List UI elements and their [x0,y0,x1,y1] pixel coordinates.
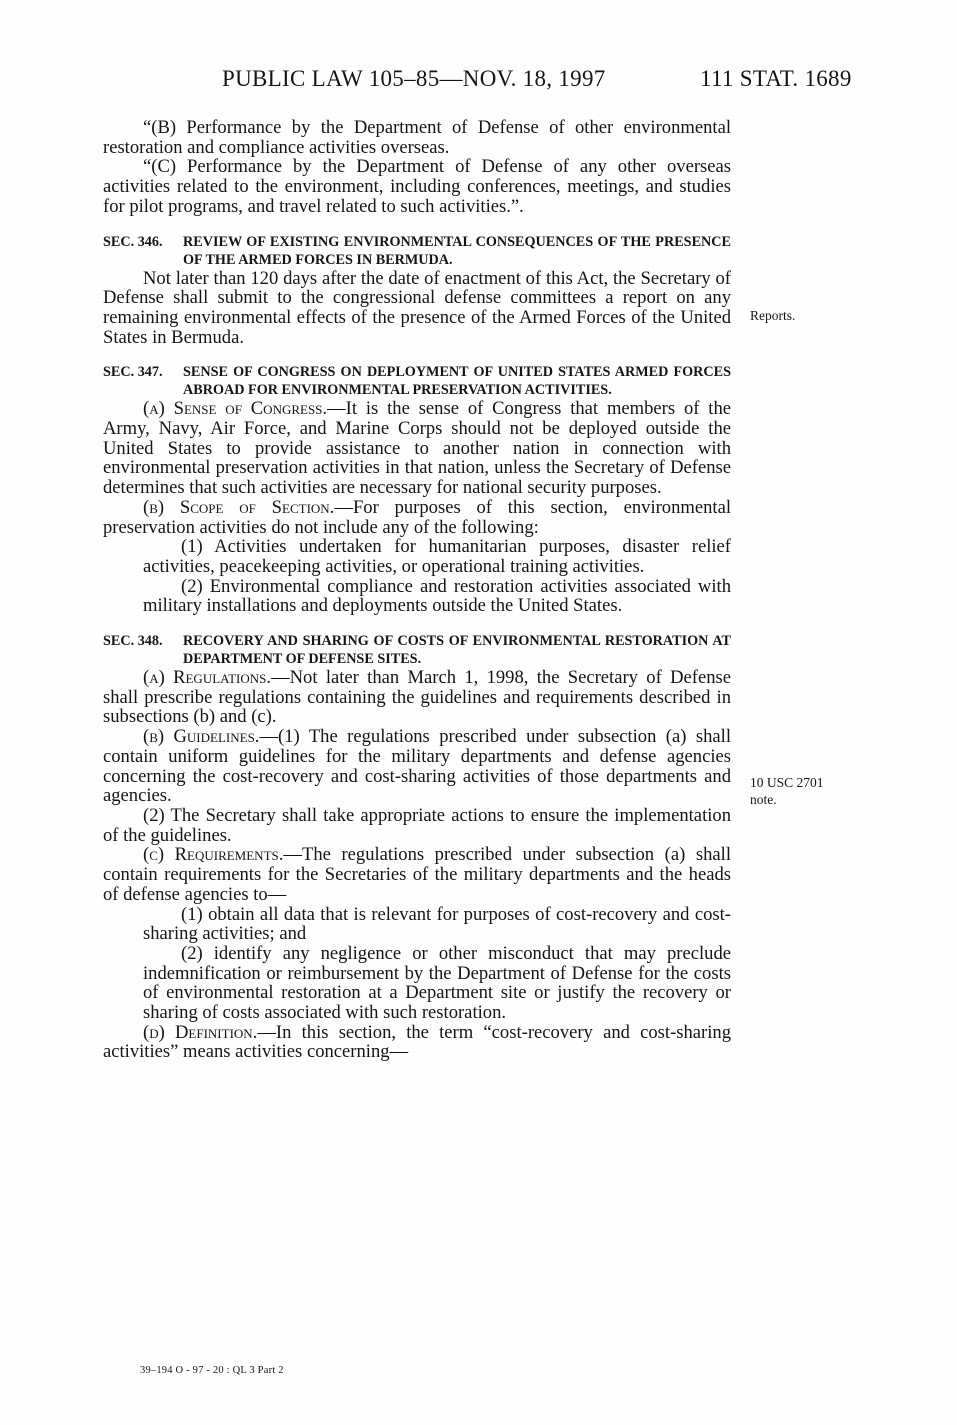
subsection-text: —For purposes of this section, environmental preservation activities do not include any of the following: [103,496,731,538]
section-number: SEC. 348. [103,633,163,650]
paragraph-348-c2: (2) identify any negligence or other misconduct that may preclude indemnification or reimbursement by the Department of Defense for the costs of environmental restoration at a Department site or justify the recovery or sharing of costs associated with such restoration. [143,942,731,1024]
paragraph-348-c1: (1) obtain all data that is relevant for purposes of cost-recovery and cost-sharing activities; and [143,903,731,945]
subsection-347-a [103,399,731,498]
section-number: SEC. 347. [103,364,163,381]
subsection-348-c [103,845,731,904]
subsection-label: (b) Guidelines. [143,726,260,748]
subsection-label: (b) Scope of Section. [143,496,335,518]
section-347-heading [103,363,731,399]
usc-citation-note: note. [750,792,777,807]
subsection-text: —Not later than March 1, 1998, the Secretary of Defense shall prescribe regulations containing the guidelines and requirements described in subsections (b) and (c). [103,667,731,728]
section-number: SEC. 346. [103,233,163,250]
subsection-348-b [103,727,731,806]
section-title: RECOVERY AND SHARING OF COSTS OF ENVIRONMENTAL RESTORATION AT DEPARTMENT OF DEFENSE SITES. [183,633,731,668]
section-346-heading [103,233,731,269]
paragraph-348-b2: (2) The Secretary shall take appropriate actions to ensure the implementation of the guidelines. [103,804,731,846]
printer-stamp: 39–194 O - 97 - 20 : QL 3 Part 2 [140,1365,284,1376]
margin-note-usc-citation [750,774,824,808]
subsection-label: (c) Requirements. [143,844,284,866]
section-title: SENSE OF CONGRESS ON DEPLOYMENT OF UNITED STATES ARMED FORCES ABROAD FOR ENVIRONMENTAL PRESERVATION ACTIVITIES. [183,364,731,399]
subsection-text: —The regulations prescribed under subsection (a) shall contain requirements for the Secretaries of the military departments and the heads of defense agencies to— [103,844,731,905]
paragraph-c: “(C) Performance by the Department of Defense of any other overseas activities related to the environment, including conferences, meetings, and studies for pilot programs, and travel related to such activities.”. [103,156,731,217]
paragraph-347-b1: (1) Activities undertaken for humanitarian purposes, disaster relief activities, peacekeeping activities, or operational training activities. [143,536,731,577]
section-346-text: Not later than 120 days after the date of enactment of this Act, the Secretary of Defense shall submit to the congressional defense committees a report on any remaining environmental effects of the presence of the Armed Forces of the United States in Bermuda. [103,267,731,348]
running-header-title: PUBLIC LAW 105–85—NOV. 18, 1997 [222,66,606,91]
section-title: REVIEW OF EXISTING ENVIRONMENTAL CONSEQUENCES OF THE PRESENCE OF THE ARMED FORCES IN BERMUDA. [183,233,731,268]
section-348-heading [103,632,731,668]
subsection-text: —It is the sense of Congress that members of the Army, Navy, Air Force, and Marine Corps should not be deployed outside the United States to provide assistance to another nation in connection with environmental preservation activities in that nation, unless the Secretary of Defense determines that such activities are necessary for national security purposes. [103,398,732,499]
running-header-page-number: 111 STAT. 1689 [700,66,852,91]
subsection-label: (a) Regulations. [143,667,272,689]
subsection-347-b [103,498,731,537]
subsection-text: —In this section, the term “cost-recovery and cost-sharing activities” means activities concerning— [103,1021,731,1063]
subsection-text: —(1) The regulations prescribed under subsection (a) shall contain uniform guidelines for the military departments and defense agencies concerning the cost-recovery and cost-sharing activities of those departments and agencies. [103,726,732,807]
body-text [103,118,731,1062]
paragraph-b: “(B) Performance by the Department of Defense of other environmental restoration and compliance activities overseas. [103,117,731,158]
subsection-label: (a) Sense of Congress. [143,398,328,420]
subsection-348-a [103,668,731,727]
usc-citation-line: 10 USC 2701 [750,775,824,790]
paragraph-347-b2: (2) Environmental compliance and restoration activities associated with military installations and deployments outside the United States. [143,575,731,617]
subsection-label: (d) Definition. [143,1021,258,1043]
subsection-348-d [103,1023,731,1062]
margin-note-reports: Reports. [750,308,796,323]
